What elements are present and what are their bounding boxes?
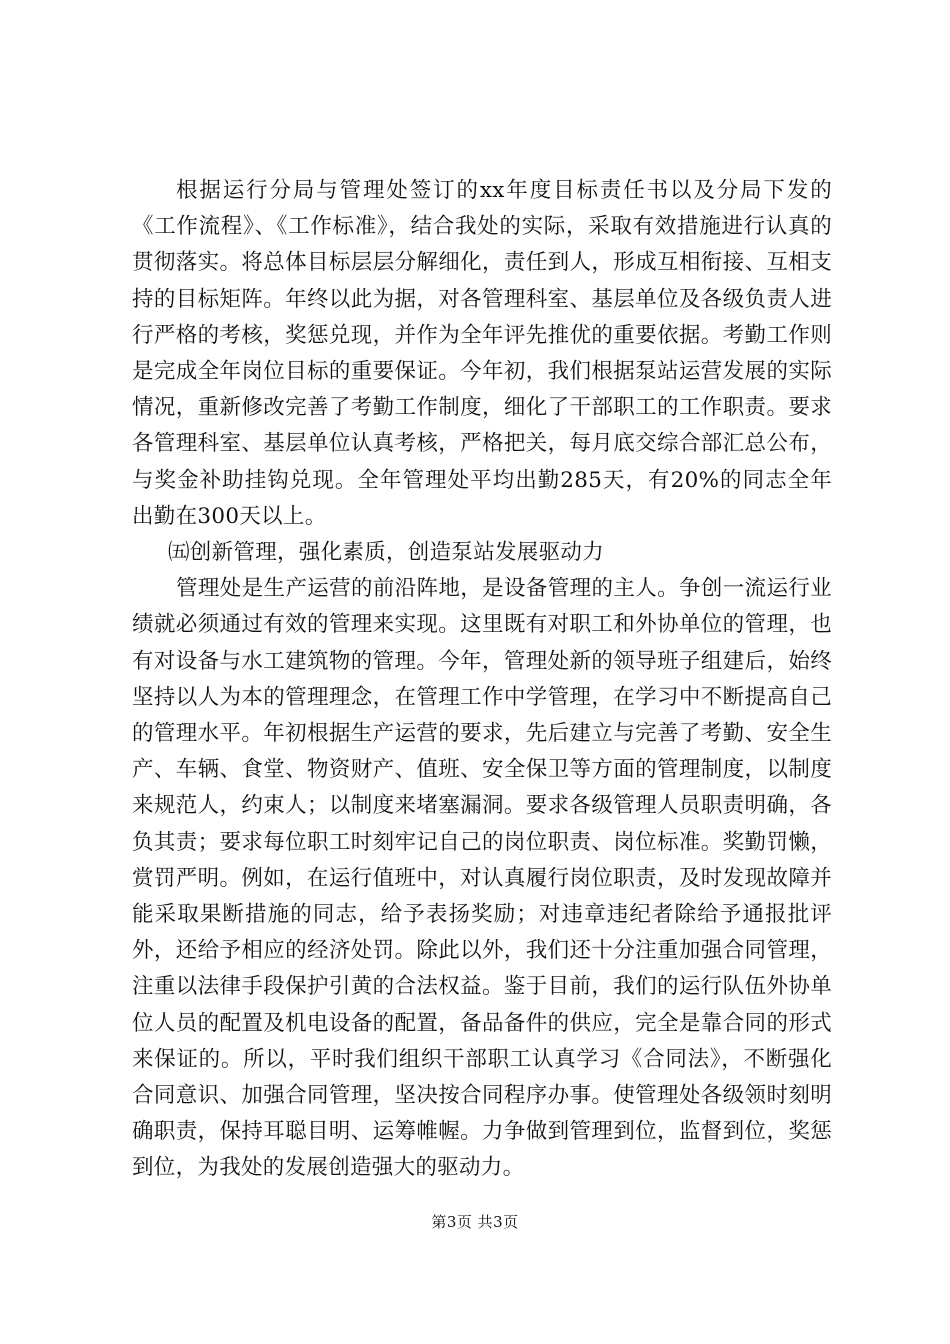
document-body	[132, 173, 832, 1187]
paragraph-target-responsibility: 根据运行分局与管理处签订的xx年度目标责任书以及分局下发的《工作流程》、《工作标准》，结合我处的实际，采取有效措施进行认真的贯彻落实。将总体目标层层分解细化，责任到人，形成互相衔接、互相支持的目标矩阵。年终以此为据，对各管理科室、基层单位及各级负责人进行严格的考核，奖惩兑现，并作为全年评先推优的重要依据。考勤工作则是完成全年岗位目标的重要保证。今年初，我们根据泵站运营发展的实际情况，重新修改完善了考勤工作制度，细化了干部职工的工作职责。要求各管理科室、基层单位认真考核，严格把关，每月底交综合部汇总公布，与奖金补助挂钩兑现。全年管理处平均出勤285天，有20%的同志全年出勤在300天以上。	[132, 178, 832, 529]
paragraph-management-practice: 管理处是生产运营的前沿阵地，是设备管理的主人。争创一流运行业绩就必须通过有效的管理来实现。这里既有对职工和外协单位的管理，也有对设备与水工建筑物的管理。今年，管理处新的领导班子组建后，始终坚持以人为本的管理理念，在管理工作中学管理，在学习中不断提高自己的管理水平。年初根据生产运营的要求，先后建立与完善了考勤、安全生产、车辆、食堂、物资财产、值班、安全保卫等方面的管理制度，以制度来规范人，约束人；以制度来堵塞漏洞。要求各级管理人员职责明确，各负其责；要求每位职工时刻牢记自己的岗位职责、岗位标准。奖勤罚懒，赏罚严明。例如，在运行值班中，对认真履行岗位职责，及时发现故障并能采取果断措施的同志，给予表扬奖励；对违章违纪者除给予通报批评外，还给予相应的经济处罚。除此以外，我们还十分注重加强合同管理，注重以法律手段保护引黄的合法权益。鉴于目前，我们的运行队伍外协单位人员的配置及机电设备的配置，备品备件的供应，完全是靠合同的形式来保证的。所以，平时我们组织干部职工认真学习《合同法》，不断强化合同意识、加强合同管理，坚决按合同程序办事。使管理处各级领时刻明确职责，保持耳聪目明、运筹帷幄。力争做到管理到位，监督到位，奖惩到位，为我处的发展创造强大的驱动力。	[132, 576, 832, 1181]
page-footer: 第3页 共3页	[431, 1213, 519, 1231]
section-heading-innovation-management: ㈤创新管理，强化素质，创造泵站发展驱动力	[168, 540, 605, 566]
